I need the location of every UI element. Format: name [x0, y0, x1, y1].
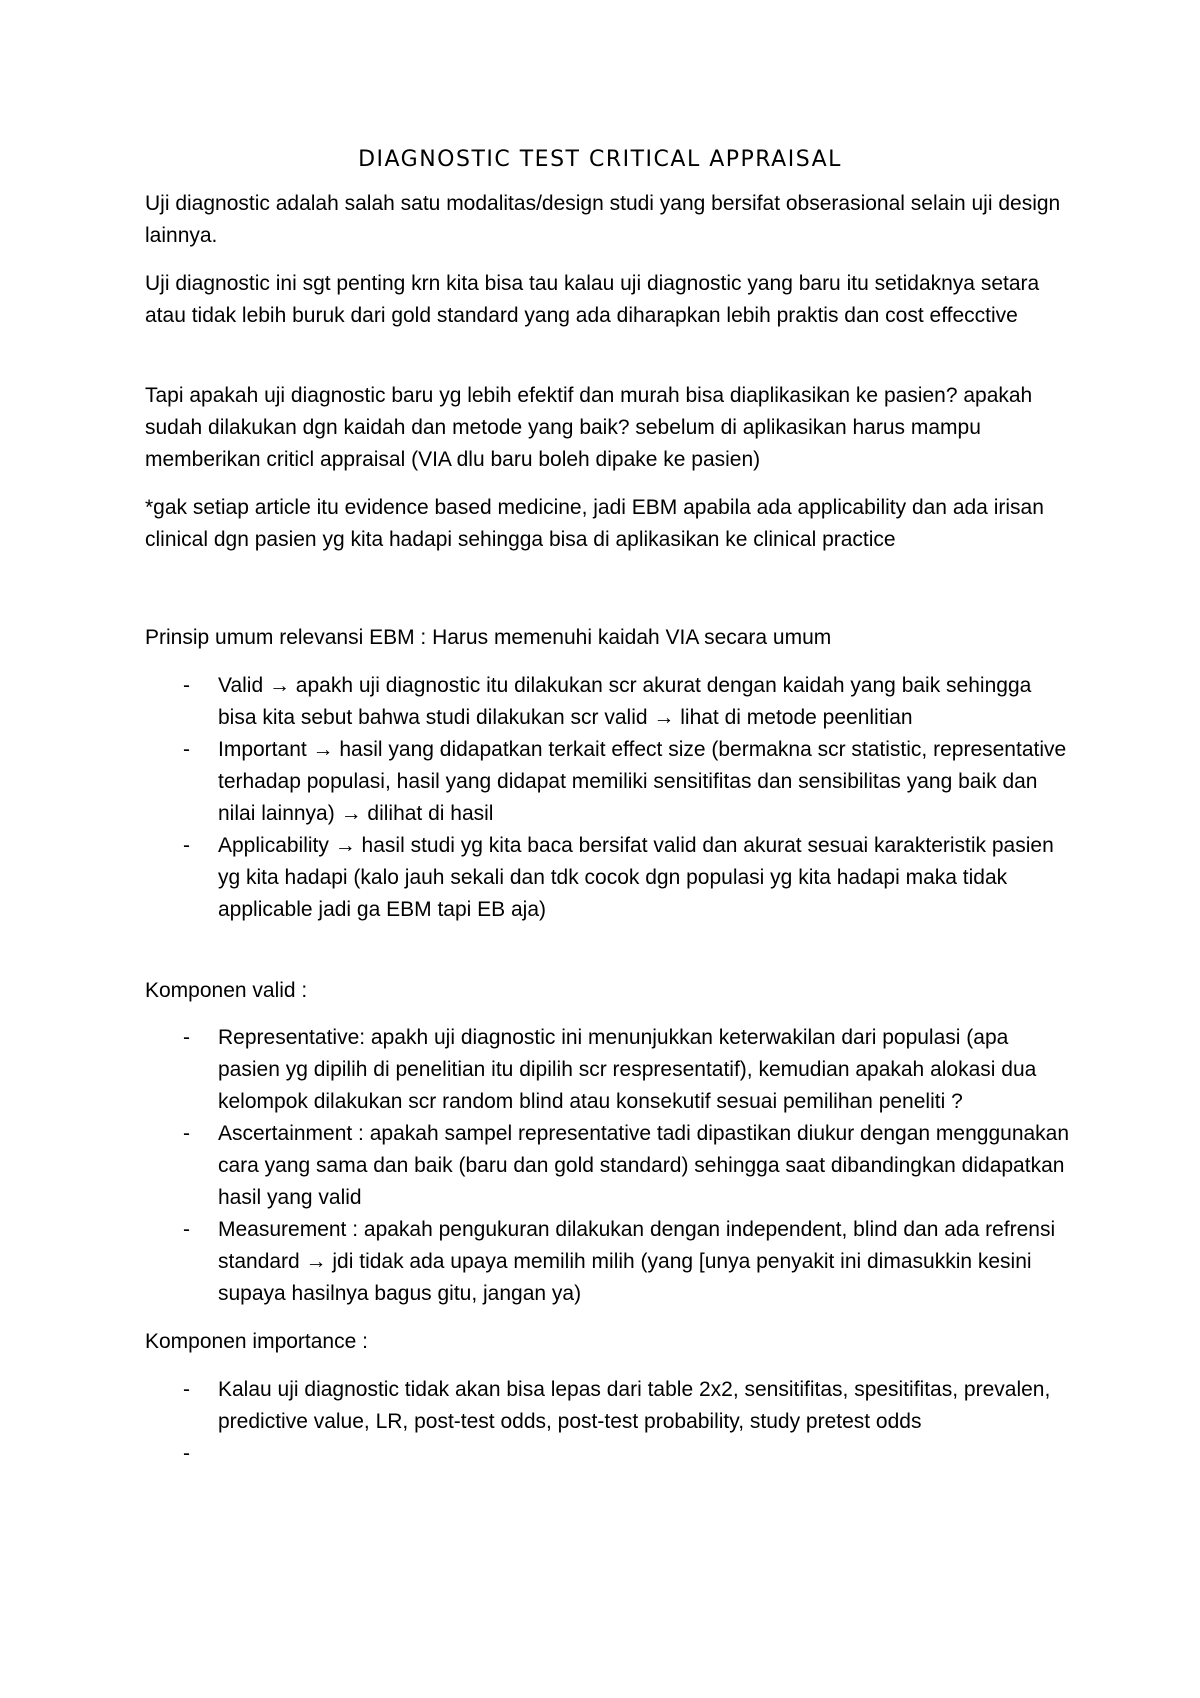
section-heading-komponen-importance: Komponen importance :: [145, 1330, 368, 1353]
list-item: [145, 1438, 1075, 1470]
list-item-text: Applicability → hasil studi yg kita baca bersifat valid dan akurat sesuai karakteristik pasien yg kita hadapi (kalo jauh sekali dan tdk cocok dgn populasi yg kita hadapi maka tidak applicable jadi ga EBM tapi EB aja): [218, 834, 1054, 921]
list-item: [145, 670, 1075, 734]
list-item: [145, 734, 1075, 830]
bullet-dash: -: [183, 1218, 190, 1241]
list-item-text: Ascertainment : apakah sampel representative tadi dipastikan diukur dengan menggunakan cara yang sama dan baik (baru dan gold standard) sehingga saat dibandingkan didapatkan hasil yang valid: [218, 1122, 1070, 1209]
list-item: [145, 830, 1075, 926]
document-title: DIAGNOSTIC TEST CRITICAL APPRAISAL: [358, 147, 842, 172]
list-item-text: Measurement : apakah pengukuran dilakukan dengan independent, blind dan ada refrensi standard → jdi tidak ada upaya memilih milih (yang [unya penyakit ini dimasukkin kesini supaya hasilnya bagus gitu, jangan ya): [218, 1218, 1056, 1305]
bullet-dash: -: [183, 1442, 190, 1465]
bullet-dash: -: [183, 1122, 190, 1145]
bullet-dash: -: [183, 1026, 190, 1049]
list-komponen-importance: [145, 1374, 1075, 1470]
paragraph-intro: Uji diagnostic adalah salah satu modalitas/design studi yang bersifat obserasional selain uji design lainnya.: [145, 192, 1061, 247]
bullet-dash: -: [183, 1378, 190, 1401]
paragraph-ebm-note: *gak setiap article itu evidence based medicine, jadi EBM apabila ada applicability dan ada irisan clinical dgn pasien yg kita hadapi sehingga bisa di aplikasikan ke clinical practice: [145, 496, 1044, 551]
list-prinsip: [145, 670, 1075, 926]
bullet-dash: -: [183, 738, 190, 761]
paragraph-importance: Uji diagnostic ini sgt penting krn kita bisa tau kalau uji diagnostic yang baru itu setidaknya setara atau tidak lebih buruk dari gold standard yang ada diharapkan lebih praktis dan cost effecctive: [145, 272, 1040, 327]
list-item: [145, 1118, 1075, 1214]
bullet-dash: -: [183, 834, 190, 857]
list-item: [145, 1214, 1075, 1310]
paragraph-question: Tapi apakah uji diagnostic baru yg lebih efektif dan murah bisa diaplikasikan ke pasien? apakah sudah dilakukan dgn kaidah dan metode yang baik? sebelum di aplikasikan harus mampu memberikan criticl appraisal (VIA dlu baru boleh dipake ke pasien): [145, 384, 1033, 471]
bullet-dash: -: [183, 674, 190, 697]
list-item-text: [218, 1438, 1075, 1470]
list-item: [145, 1374, 1075, 1438]
list-item-text: Valid → apakh uji diagnostic itu dilakukan scr akurat dengan kaidah yang baik sehingga bisa kita sebut bahwa studi dilakukan scr valid → lihat di metode peenlitian: [218, 674, 1032, 729]
list-item-text: Important → hasil yang didapatkan terkait effect size (bermakna scr statistic, representative terhadap populasi, hasil yang didapat memiliki sensitifitas dan sensibilitas yang baik dan nilai lainnya) → dilihat di hasil: [218, 738, 1067, 825]
list-item: [145, 1022, 1075, 1118]
section-heading-prinsip: Prinsip umum relevansi EBM : Harus memenuhi kaidah VIA secara umum: [145, 626, 832, 649]
section-heading-komponen-valid: Komponen valid :: [145, 979, 308, 1002]
list-item-text: Representative: apakh uji diagnostic ini menunjukkan keterwakilan dari populasi (apa pasien yg dipilih di penelitian itu dipilih scr respresentatif), kemudian apakah alokasi dua kelompok dilakukan scr random blind atau konsekutif sesuai pemilihan peneliti ?: [218, 1026, 1037, 1113]
list-komponen-valid: [145, 1022, 1075, 1310]
list-item-text: Kalau uji diagnostic tidak akan bisa lepas dari table 2x2, sensitifitas, spesitifitas, prevalen, predictive value, LR, post-test odds, post-test probability, study pretest odds: [218, 1378, 1051, 1433]
